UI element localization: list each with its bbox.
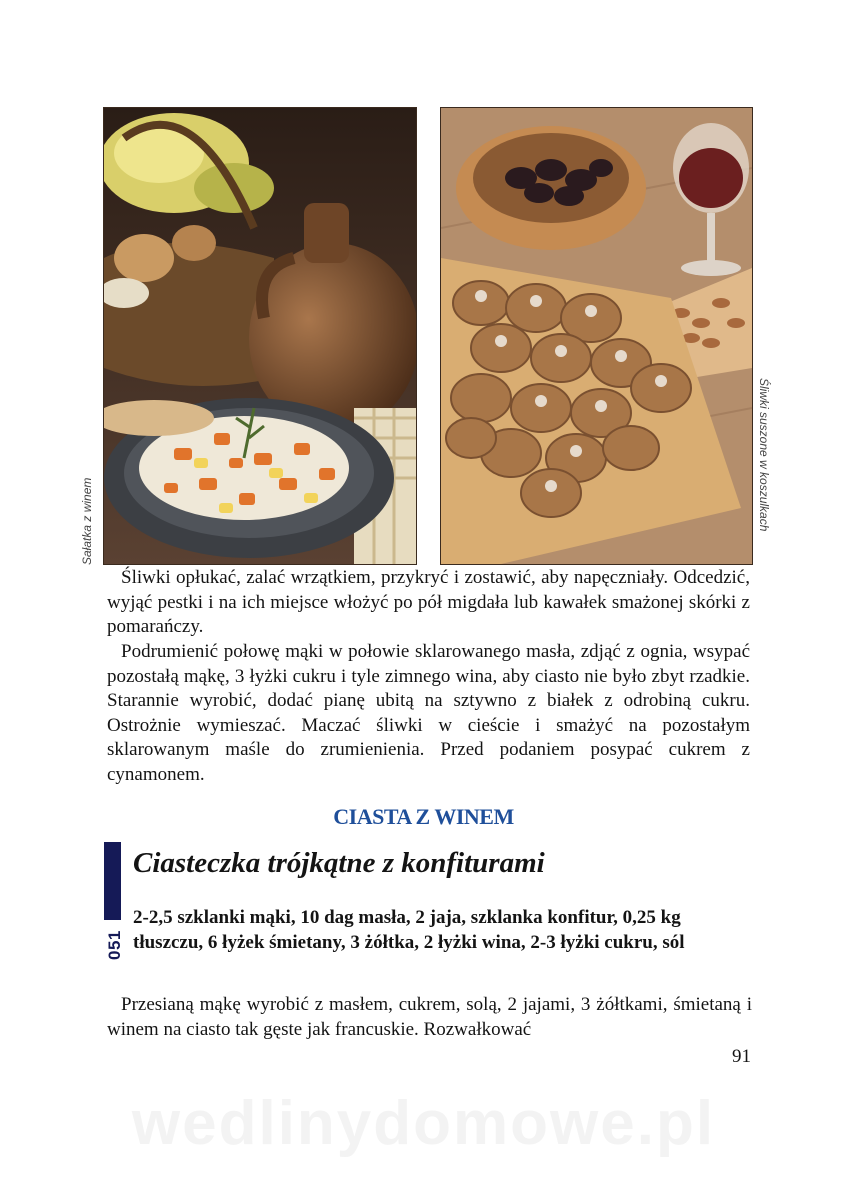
paragraph-plums-batter (107, 640, 750, 787)
recipe-number: 051 (105, 930, 124, 960)
paragraph-text: Śliwki opłukać, zalać wrzątkiem, przykryć i zostawić, aby napęczniały. Odcedzić, wyjąć pestki i na ich miejsce włożyć po pół migdała lub kawałek smażonej skórki z pomarańczy. (107, 567, 750, 637)
right-photo-caption: Śliwki suszone w koszulkach (757, 378, 771, 532)
salad-illustration (104, 108, 416, 564)
recipe-marker-bar (104, 842, 121, 920)
page-number: 91 (732, 1046, 751, 1067)
ingredients-list: 2-2,5 szklanki mąki, 10 dag masła, 2 jaja, szklanka konfitur, 0,25 kg tłuszczu, 6 łyżek śmietany, 3 żółtka, 2 łyżki wina, 2-3 łyżki cukru, sól (133, 907, 685, 953)
paragraph-text: Podrumienić połowę mąki w połowie sklarowanego masła, zdjąć z ognia, wsypać pozostałą mąkę, 3 łyżki cukru i tyle zimnego wina, aby ciasto nie było zbyt rzadkie. Starannie wyrobić, dodać pianę ubitą na sztywno z białek z odrobiną cukru. Ostrożnie wymieszać. Maczać śliwki w cieście i smażyć na pozostałym sklarowanym maśle do zrumienienia. Przed podaniem posypać cukrem z cynamonem. (107, 641, 750, 785)
plums-photo (440, 107, 753, 565)
recipe-title: Ciasteczka trójkątne z konfiturami (133, 847, 545, 879)
watermark: wedlinydomowe.pl (131, 1089, 716, 1158)
salad-photo (103, 107, 417, 565)
paragraph-plums-prep (107, 566, 750, 640)
paragraph-text: Przesianą mąkę wyrobić z masłem, cukrem, solą, 2 jajami, 3 żółtkami, śmietaną i winem na ciasto tak gęste jak francuskie. Rozwałkować (107, 994, 752, 1040)
section-heading: CIASTA Z WINEM (333, 804, 514, 829)
left-photo-caption: Sałatka z winem (80, 477, 94, 565)
paragraph-dough (107, 993, 752, 1042)
plums-illustration (441, 108, 752, 564)
